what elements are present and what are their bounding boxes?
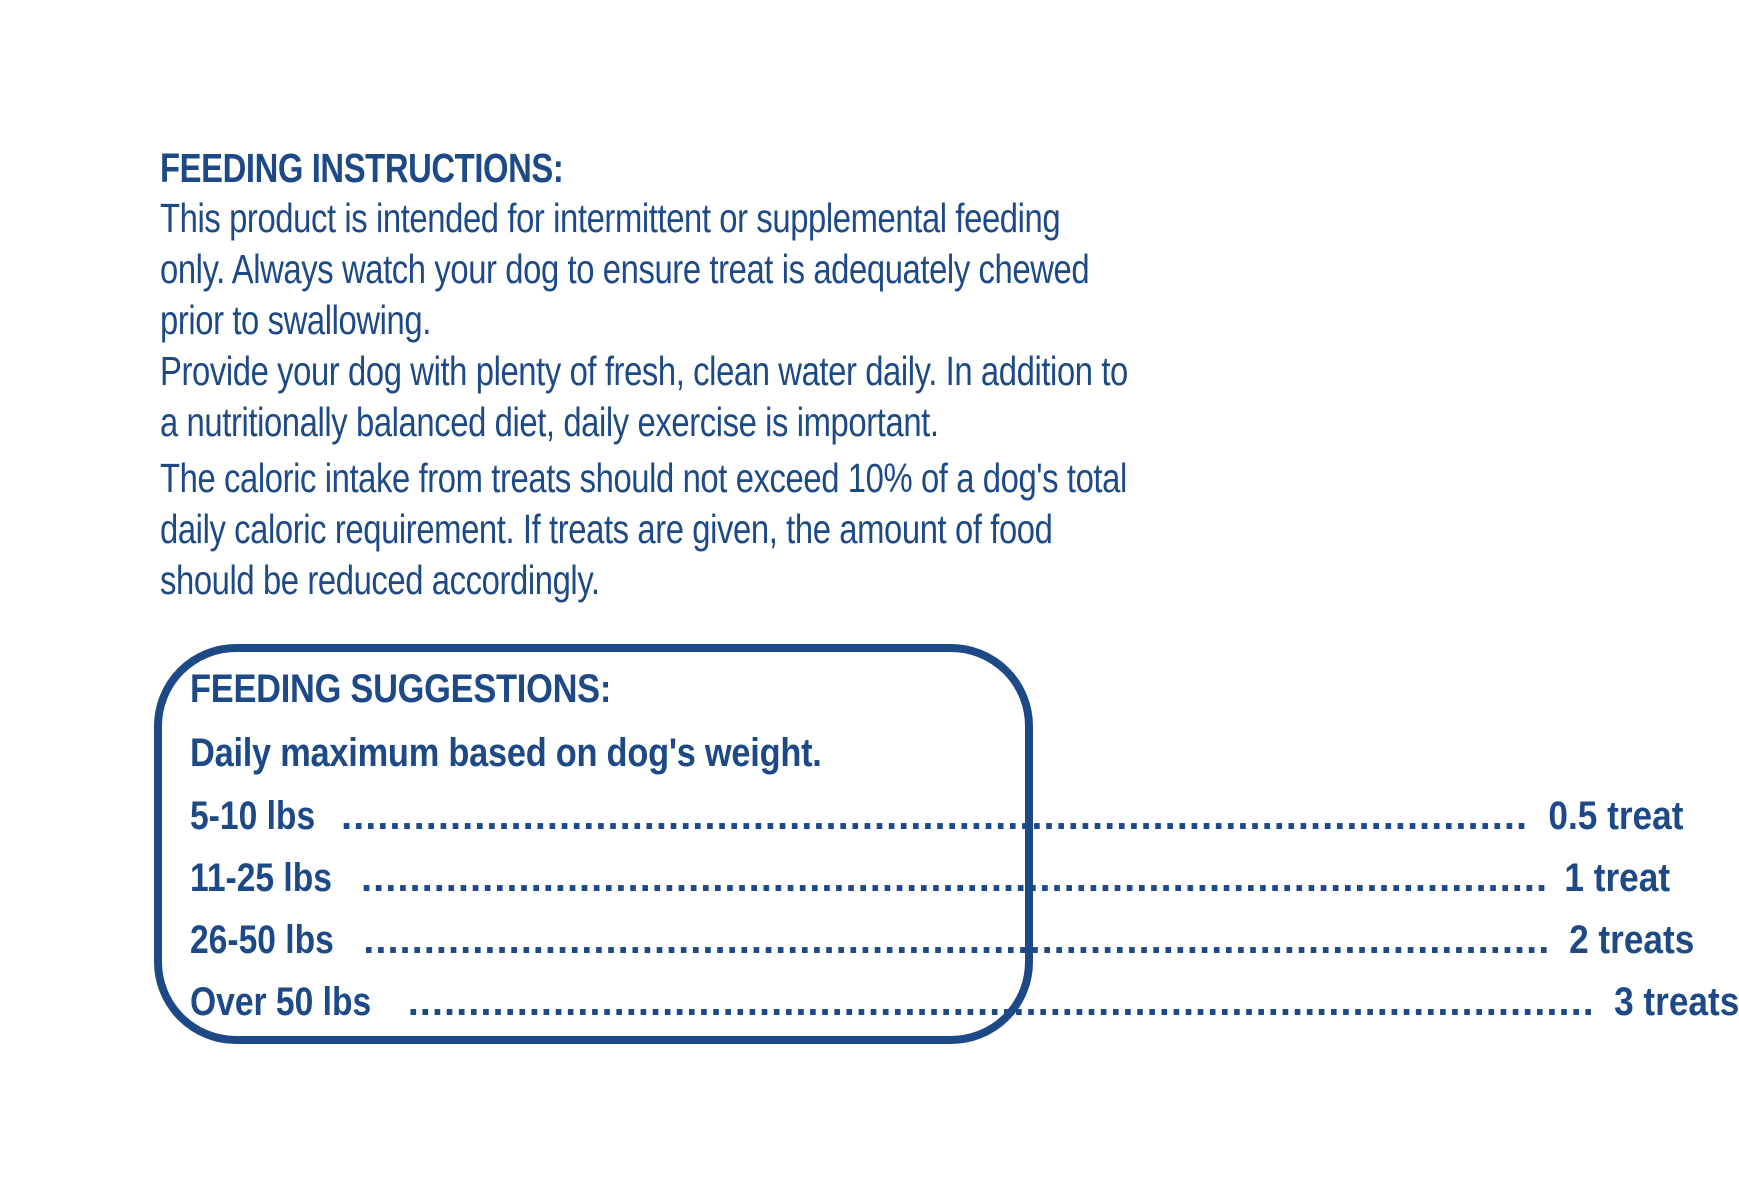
instructions-line: Provide your dog with plenty of fresh, clean water daily. In addition to xyxy=(160,348,1128,394)
instructions-line: The caloric intake from treats should not exceed 10% of a dog's total xyxy=(160,455,1127,501)
feeding-row xyxy=(190,976,1739,1026)
dot-leader: .................................................................................................. xyxy=(361,856,1549,900)
treat-amount: 3 treats xyxy=(1613,980,1739,1024)
dot-leader: .................................................................................................. xyxy=(407,980,1595,1024)
feeding-row xyxy=(190,852,1671,902)
feeding-row xyxy=(190,790,1684,840)
instructions-line: should be reduced accordingly. xyxy=(160,557,600,603)
instructions-line: daily caloric requirement. If treats are given, the amount of food xyxy=(160,506,1053,552)
treat-amount: 2 treats xyxy=(1569,918,1695,962)
feeding-instructions-section xyxy=(160,143,1160,606)
treat-amount: 0.5 treat xyxy=(1548,794,1684,838)
feeding-instructions-heading: FEEDING INSTRUCTIONS: xyxy=(160,145,564,191)
treat-amount: 1 treat xyxy=(1564,856,1671,900)
instructions-line: a nutritionally balanced diet, daily exercise is important. xyxy=(160,399,939,445)
instructions-line: This product is intended for intermittent or supplemental feeding xyxy=(160,195,1061,241)
dot-leader: .................................................................................................. xyxy=(363,918,1551,962)
dot-leader: .................................................................................................. xyxy=(340,794,1529,838)
instructions-line: only. Always watch your dog to ensure treat is adequately chewed xyxy=(160,246,1090,292)
weight-range: 5-10 lbs xyxy=(190,794,316,838)
weight-range: Over 50 lbs xyxy=(190,980,372,1024)
feeding-suggestions-heading: FEEDING SUGGESTIONS: xyxy=(190,667,612,711)
weight-range: 26-50 lbs xyxy=(190,918,334,962)
feeding-suggestions-subheading: Daily maximum based on dog's weight. xyxy=(190,731,822,775)
feeding-row xyxy=(190,914,1695,964)
instructions-line: prior to swallowing. xyxy=(160,297,431,343)
weight-range: 11-25 lbs xyxy=(190,856,332,900)
